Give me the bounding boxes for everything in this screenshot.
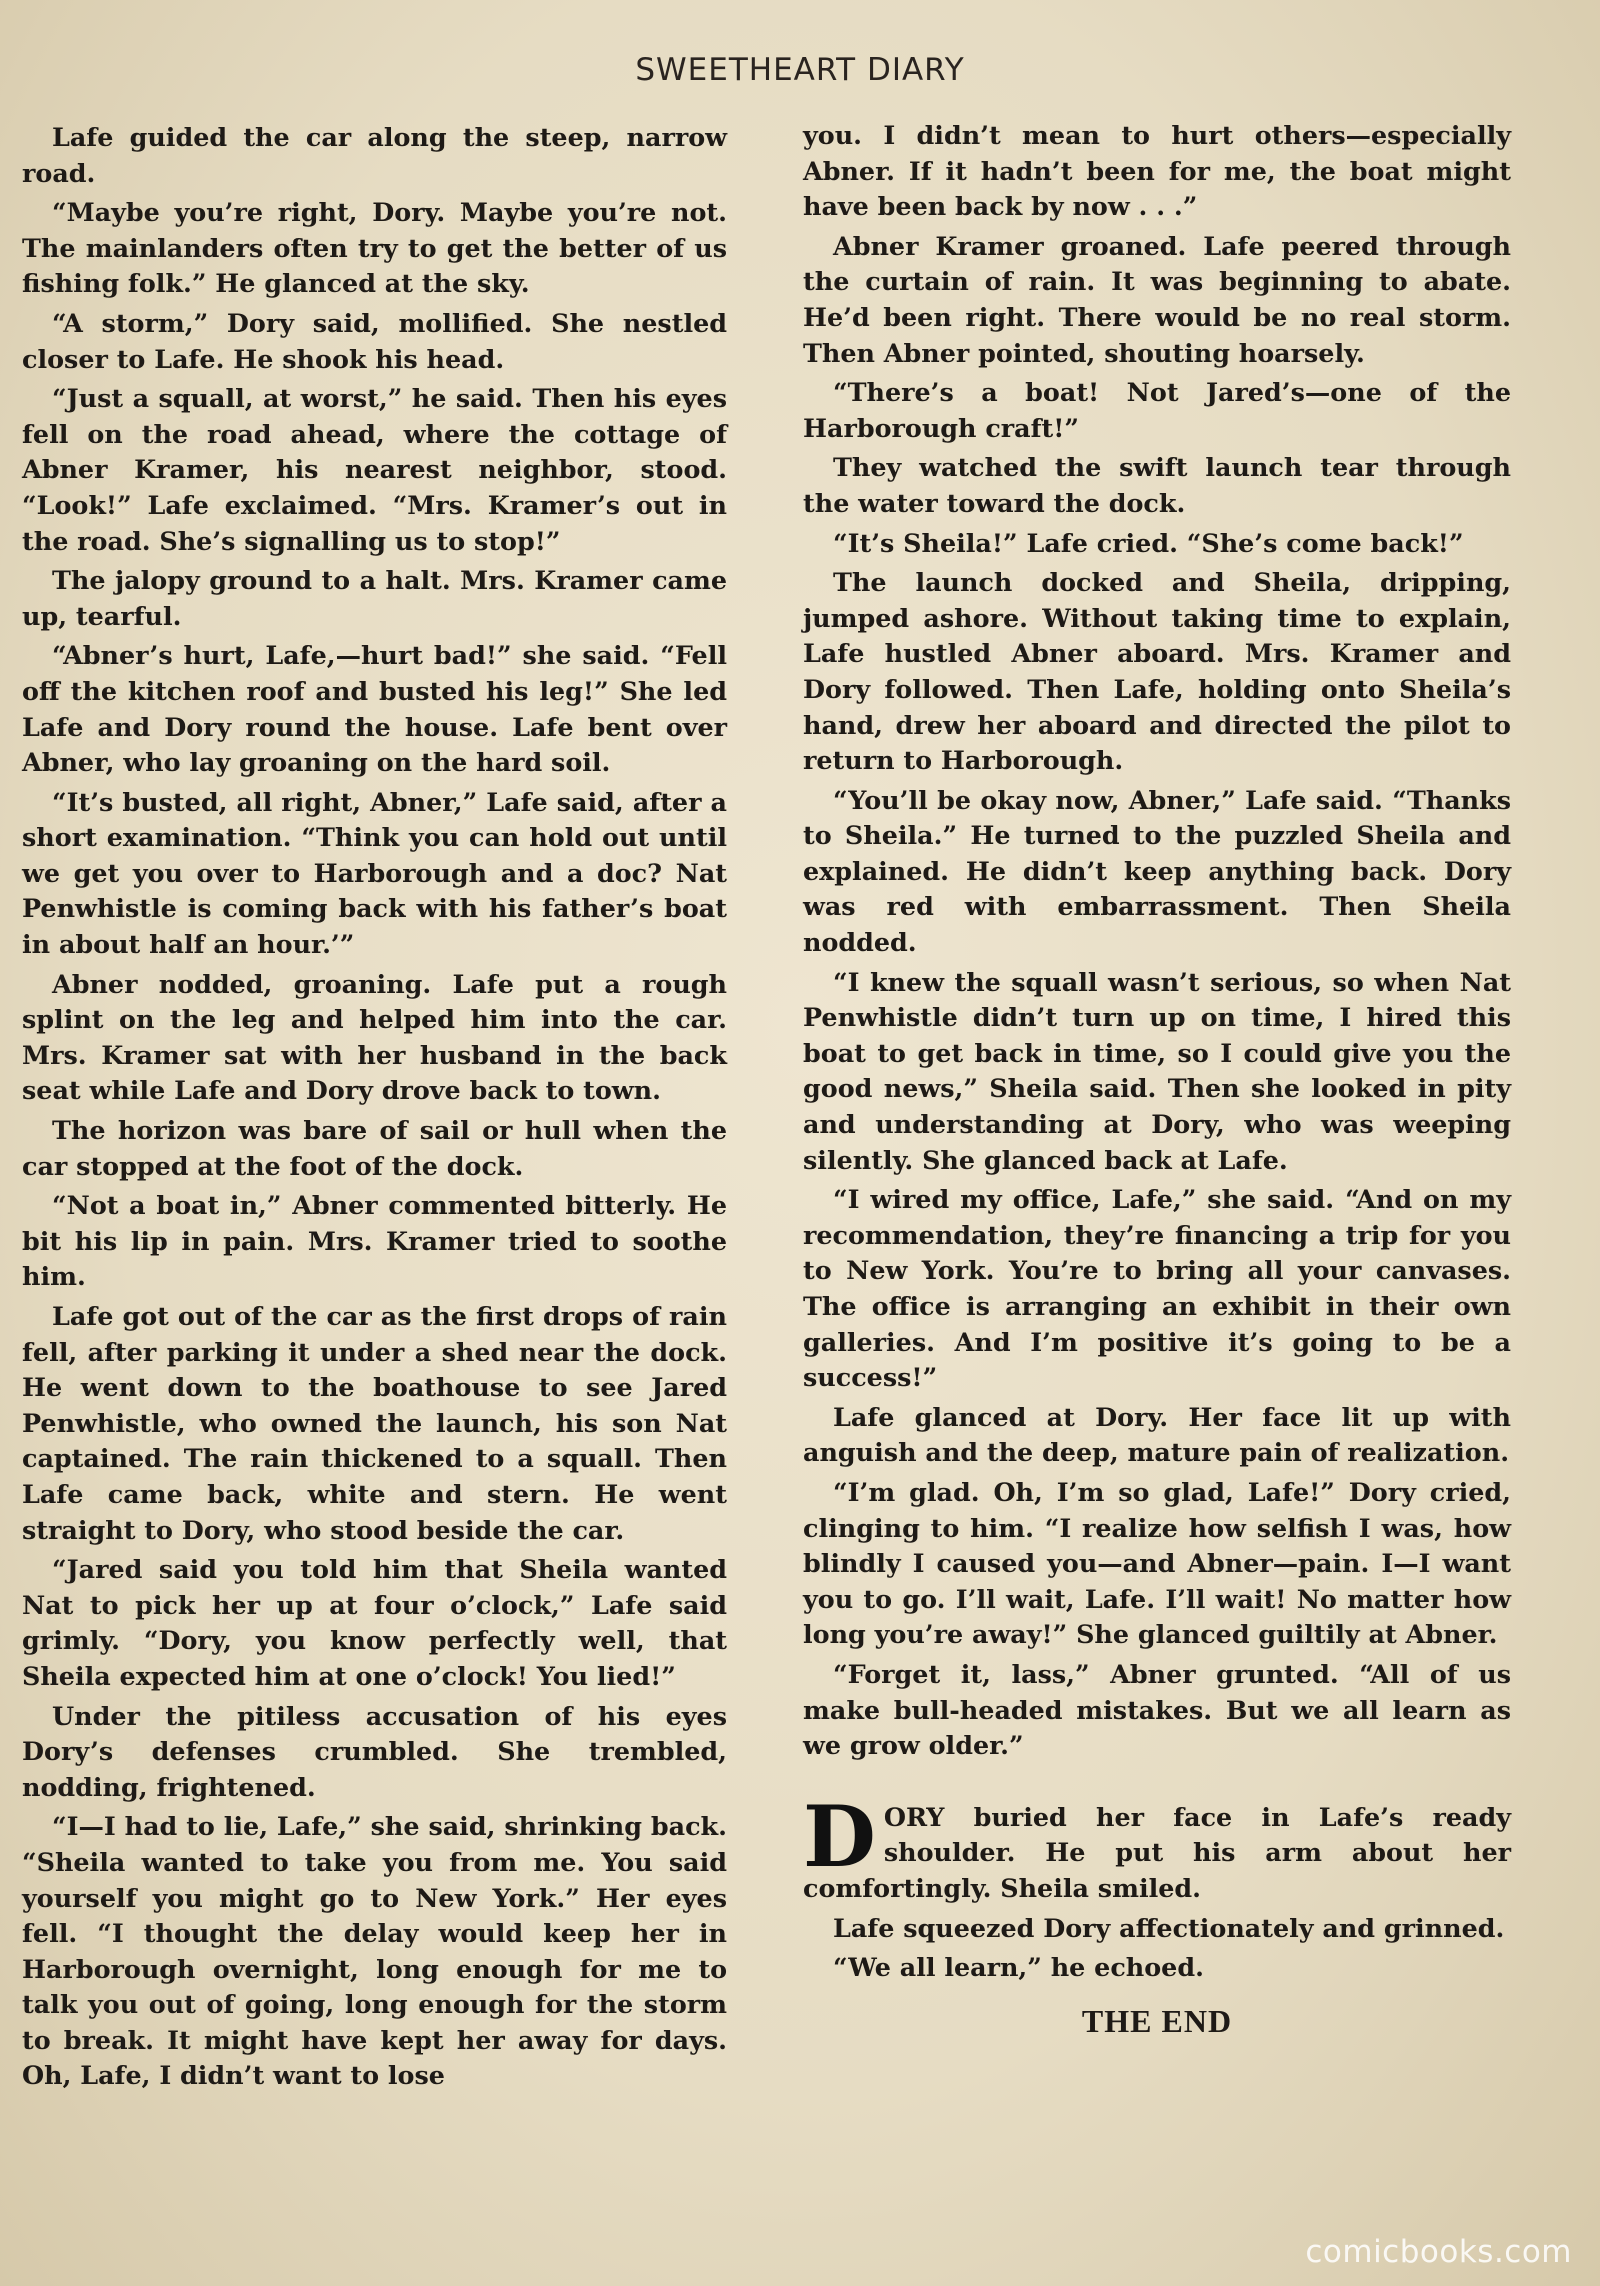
paragraph: The jalopy ground to a halt. Mrs. Kramer came up, tearful. [22,565,727,631]
paragraph: “Forget it, lass,” Abner grunted. “All of us make bull-headed mistakes. But we all learn as we grow older.” [803,1658,1511,1761]
paragraph: “It’s busted, all right, Abner,” Lafe said, after a short examination. “Think you can hold out until we get you over to Harborough and a doc? Nat Penwhistle is coming back with his father’s boat in about half an hour.’” [22,786,727,960]
paragraph: Lafe guided the car along the steep, narrow road. [22,122,727,188]
paragraph: “I’m glad. Oh, I’m so glad, Lafe!” Dory cried, clinging to him. “I realize how selfish I was, how blindly I caused you—and Abner—pain. I—I want you to go. I’ll wait, Lafe. I’ll wait! No matter how long you’re away!” She glanced guiltily at Abner. [803,1476,1511,1650]
paragraph: “We all learn,” he echoed. [833,1952,1204,1983]
paragraph: “Just a squall, at worst,” he said. Then his eyes fell on the road ahead, where the cottage of Abner Kramer, his nearest neighbor, stood. “Look!” Lafe exclaimed. “Mrs. Kramer’s out in the road. She’s signalling us to stop!” [22,383,727,556]
paragraph: “I wired my office, Lafe,” she said. “And on my recommendation, they’re financing a trip for you to New York. You’re to bring all your canvases. The office is arranging an exhibit in their own galleries. And I’m positive it’s going to be a success!” [803,1184,1511,1393]
paragraph: “It’s Sheila!” Lafe cried. “She’s come back!” [833,527,1464,558]
closing-paragraph [803,1786,1511,1907]
paragraph: “Jared said you told him that Sheila wanted Nat to pick her up at four o’clock,” Lafe said grimly. “Dory, you know perfectly well, that Sheila expected him at one o’clock! You lied!” [22,1554,727,1691]
paragraph: The horizon was bare of sail or hull when the car stopped at the foot of the dock. [22,1115,727,1181]
paragraph: “A storm,” Dory said, mollified. She nestled closer to Lafe. He shook his head. [22,307,727,374]
watermark: comicbooks.com [1305,2234,1572,2270]
paragraph: Under the pitiless accusation of his eyes Dory’s defenses crumbled. She trembled, nodding, frightened. [22,1700,727,1802]
paragraph: The launch docked and Sheila, dripping, jumped ashore. Without taking time to explain, Lafe hustled Abner aboard. Mrs. Kramer and Dory followed. Then Lafe, holding onto Sheila’s hand, drew her aboard and directed the pilot to return to Harborough. [803,567,1511,776]
drop-cap: D [803,1786,876,1886]
running-head: SWEETHEART DIARY [635,52,965,88]
paragraph: Abner nodded, groaning. Lafe put a rough splint on the leg and helped him into the car. Mrs. Kramer sat with her husband in the back seat while Lafe and Dory drove back to town. [22,968,727,1106]
the-end: THE END [1081,2002,1233,2039]
paragraph: “You’ll be okay now, Abner,” Lafe said. “Thanks to Sheila.” He turned to the puzzled Sheila and explained. He didn’t keep anything back. Dory was red with embarrassment. Then Sheila nodded. [803,784,1511,958]
paragraph: you. I didn’t mean to hurt others—especially Abner. If it hadn’t been for me, the boat might have been back by now . . .” [803,120,1511,222]
left-column [22,120,727,2098]
paragraph: Lafe glanced at Dory. Her face lit up with anguish and the deep, mature pain of realization. [803,1401,1511,1468]
paragraph: “I knew the squall wasn’t serious, so when Nat Penwhistle didn’t turn up on time, I hired this boat to get back in time, so I could give you the good news,” Sheila said. Then she looked in pity and understanding at Dory, who was weeping silently. She glanced back at Lafe. [803,966,1511,1175]
paragraph: “Not a boat in,” Abner commented bitterly. He bit his lip in pain. Mrs. Kramer tried to soothe him. [22,1190,727,1292]
paragraph: “There’s a boat! Not Jared’s—one of the Harborough craft!” [803,377,1511,443]
paragraph: Lafe squeezed Dory affectionately and grinned. [833,1912,1505,1943]
paragraph: Lafe got out of the car as the first drops of rain fell, after parking it under a shed near the dock. He went down to the boathouse to see Jared Penwhistle, who owned the launch, his son Nat captained. The rain thickened to a squall. Then Lafe came back, white and stern. He went straight to Dory, who stood beside the car. [22,1301,727,1545]
paragraph: “I—I had to lie, Lafe,” she said, shrinking back. “Sheila wanted to take you from me. You said yourself you might go to New York.” Her eyes fell. “I thought the delay would keep her in Harborough overnight, long enough for me to talk you out of going, long enough for the storm to break. It might have kept her away for days. Oh, Lafe, I didn’t want to lose [22,1811,727,2091]
drop-cap-text: ORY buried her face in Lafe’s ready shoulder. He put his arm about her comfortingly. Sheila smiled. [803,1801,1511,1903]
paragraph: They watched the swift launch tear through the water toward the dock. [803,452,1511,518]
paragraph: “Abner’s hurt, Lafe,—hurt bad!” she said. “Fell off the kitchen roof and busted his leg!” She led Lafe and Dory round the house. Lafe bent over Abner, who lay groaning on the hard soil. [22,640,727,778]
paragraph: Abner Kramer groaned. Lafe peered through the curtain of rain. It was beginning to abate. He’d been right. There would be no real storm. Then Abner pointed, shouting hoarsely. [803,230,1511,368]
paragraph: “Maybe you’re right, Dory. Maybe you’re not. The mainlanders often try to get the better of us fishing folk.” He glanced at the sky. [22,197,727,299]
right-column [803,118,1511,2039]
